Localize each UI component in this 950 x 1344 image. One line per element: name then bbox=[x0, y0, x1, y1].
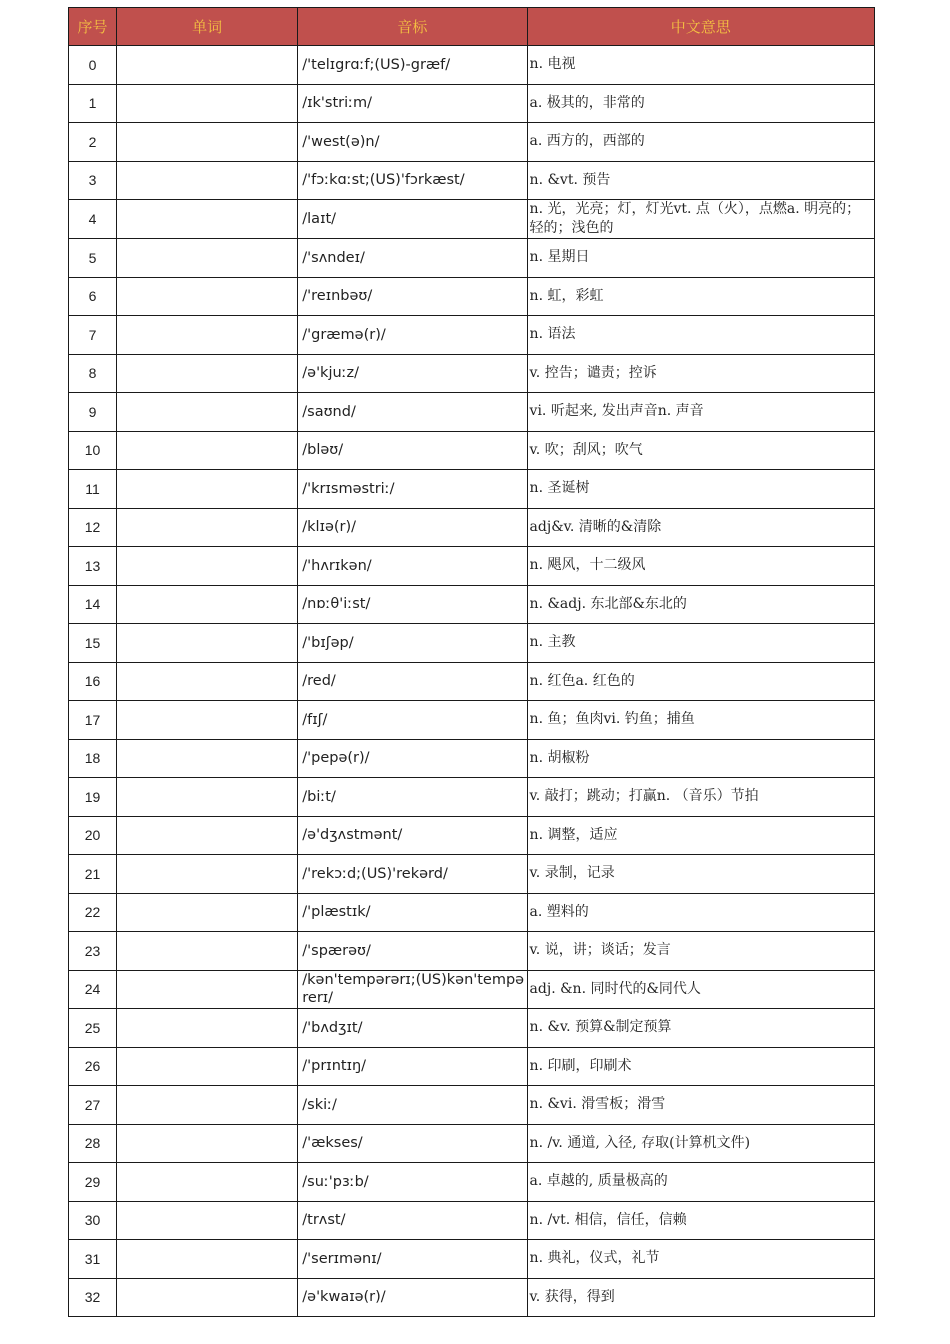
row-index: 26 bbox=[69, 1047, 117, 1086]
row-word bbox=[117, 1240, 298, 1279]
row-phonetic: /'fɔːkɑːst;(US)'fɔrkæst/ bbox=[298, 161, 527, 200]
row-meaning: n. 鱼；鱼肉vi. 钓鱼；捕鱼 bbox=[527, 701, 874, 740]
row-word bbox=[117, 123, 298, 162]
table-row bbox=[69, 547, 875, 586]
row-word bbox=[117, 277, 298, 316]
table-row bbox=[69, 701, 875, 740]
row-meaning: n. &adj. 东北部&东北的 bbox=[527, 585, 874, 624]
table-row bbox=[69, 778, 875, 817]
table-row bbox=[69, 1124, 875, 1163]
row-index: 9 bbox=[69, 393, 117, 432]
table-row bbox=[69, 239, 875, 278]
row-index: 27 bbox=[69, 1086, 117, 1125]
row-word bbox=[117, 508, 298, 547]
table-row bbox=[69, 316, 875, 355]
row-word bbox=[117, 970, 298, 1009]
table-row bbox=[69, 932, 875, 971]
row-word bbox=[117, 200, 298, 239]
row-meaning: v. 说，讲；谈话；发言 bbox=[527, 932, 874, 971]
header-row bbox=[69, 8, 875, 46]
row-meaning: n. &vi. 滑雪板；滑雪 bbox=[527, 1086, 874, 1125]
table-row bbox=[69, 855, 875, 894]
row-phonetic: /skiː/ bbox=[298, 1086, 527, 1125]
table-header bbox=[69, 8, 875, 46]
row-meaning: n. 星期日 bbox=[527, 239, 874, 278]
row-phonetic: /'ækses/ bbox=[298, 1124, 527, 1163]
row-index: 1 bbox=[69, 84, 117, 123]
row-word bbox=[117, 855, 298, 894]
row-index: 30 bbox=[69, 1201, 117, 1240]
row-index: 4 bbox=[69, 200, 117, 239]
row-meaning: n. 光，光亮；灯，灯光vt. 点（火），点燃a. 明亮的；轻的；浅色的 bbox=[527, 200, 874, 239]
row-phonetic: /'bɪʃəp/ bbox=[298, 624, 527, 663]
row-word bbox=[117, 316, 298, 355]
row-phonetic: /saʊnd/ bbox=[298, 393, 527, 432]
row-phonetic: /kən'tempərərɪ;(US)kən'tempərerɪ/ bbox=[298, 970, 527, 1009]
row-meaning: n. 典礼，仪式，礼节 bbox=[527, 1240, 874, 1279]
row-word bbox=[117, 470, 298, 509]
table-row bbox=[69, 277, 875, 316]
header-index: 序号 bbox=[69, 8, 117, 46]
row-word bbox=[117, 1163, 298, 1202]
row-index: 31 bbox=[69, 1240, 117, 1279]
row-word bbox=[117, 46, 298, 85]
row-index: 20 bbox=[69, 816, 117, 855]
row-meaning: n. /vt. 相信，信任，信赖 bbox=[527, 1201, 874, 1240]
row-index: 16 bbox=[69, 662, 117, 701]
table-row bbox=[69, 354, 875, 393]
row-index: 7 bbox=[69, 316, 117, 355]
table-row bbox=[69, 431, 875, 470]
row-phonetic: /fɪʃ/ bbox=[298, 701, 527, 740]
row-meaning: n. 飓风，十二级风 bbox=[527, 547, 874, 586]
table-row bbox=[69, 624, 875, 663]
row-phonetic: /'sʌndeɪ/ bbox=[298, 239, 527, 278]
row-phonetic: /klɪə(r)/ bbox=[298, 508, 527, 547]
table-row bbox=[69, 393, 875, 432]
row-meaning: n. 电视 bbox=[527, 46, 874, 85]
row-index: 13 bbox=[69, 547, 117, 586]
row-word bbox=[117, 1201, 298, 1240]
row-meaning: n. &vt. 预告 bbox=[527, 161, 874, 200]
row-phonetic: /'spærəʊ/ bbox=[298, 932, 527, 971]
table-row bbox=[69, 662, 875, 701]
row-meaning: a. 塑料的 bbox=[527, 893, 874, 932]
row-word bbox=[117, 1124, 298, 1163]
header-phonetic: 音标 bbox=[298, 8, 527, 46]
row-word bbox=[117, 893, 298, 932]
row-index: 6 bbox=[69, 277, 117, 316]
row-meaning: v. 控告；谴责；控诉 bbox=[527, 354, 874, 393]
row-phonetic: /'reɪnbəʊ/ bbox=[298, 277, 527, 316]
table-body bbox=[69, 46, 875, 1317]
row-index: 15 bbox=[69, 624, 117, 663]
row-word bbox=[117, 1086, 298, 1125]
row-phonetic: /'rekɔːd;(US)'rekərd/ bbox=[298, 855, 527, 894]
row-word bbox=[117, 161, 298, 200]
row-index: 12 bbox=[69, 508, 117, 547]
row-word bbox=[117, 431, 298, 470]
row-index: 3 bbox=[69, 161, 117, 200]
table-row bbox=[69, 1086, 875, 1125]
header-word: 单词 bbox=[117, 8, 298, 46]
row-word bbox=[117, 739, 298, 778]
row-word bbox=[117, 701, 298, 740]
row-word bbox=[117, 932, 298, 971]
table-row bbox=[69, 1047, 875, 1086]
table-row bbox=[69, 123, 875, 162]
row-phonetic: /ə'kwaɪə(r)/ bbox=[298, 1278, 527, 1317]
row-meaning: n. 圣诞树 bbox=[527, 470, 874, 509]
row-phonetic: /laɪt/ bbox=[298, 200, 527, 239]
header-meaning: 中文意思 bbox=[527, 8, 874, 46]
row-meaning: n. 印刷，印刷术 bbox=[527, 1047, 874, 1086]
table-row bbox=[69, 200, 875, 239]
row-phonetic: /suː'pɜːb/ bbox=[298, 1163, 527, 1202]
row-phonetic: /'krɪsməstriː/ bbox=[298, 470, 527, 509]
row-index: 0 bbox=[69, 46, 117, 85]
row-phonetic: /bləʊ/ bbox=[298, 431, 527, 470]
row-word bbox=[117, 547, 298, 586]
table-row bbox=[69, 585, 875, 624]
row-phonetic: /'hʌrɪkən/ bbox=[298, 547, 527, 586]
row-word bbox=[117, 1047, 298, 1086]
row-meaning: v. 吹；刮风；吹气 bbox=[527, 431, 874, 470]
row-index: 11 bbox=[69, 470, 117, 509]
row-meaning: n. /v. 通道, 入径, 存取(计算机文件) bbox=[527, 1124, 874, 1163]
row-phonetic: /'serɪmənɪ/ bbox=[298, 1240, 527, 1279]
row-meaning: n. 胡椒粉 bbox=[527, 739, 874, 778]
row-index: 21 bbox=[69, 855, 117, 894]
table-row bbox=[69, 739, 875, 778]
row-meaning: v. 获得，得到 bbox=[527, 1278, 874, 1317]
row-phonetic: /ɪk'striːm/ bbox=[298, 84, 527, 123]
table-row bbox=[69, 816, 875, 855]
row-phonetic: /trʌst/ bbox=[298, 1201, 527, 1240]
table-row bbox=[69, 1163, 875, 1202]
row-phonetic: /biːt/ bbox=[298, 778, 527, 817]
row-phonetic: /nɒːθ'iːst/ bbox=[298, 585, 527, 624]
row-index: 8 bbox=[69, 354, 117, 393]
row-word bbox=[117, 816, 298, 855]
row-meaning: n. 调整，适应 bbox=[527, 816, 874, 855]
table-row bbox=[69, 1240, 875, 1279]
row-meaning: a. 西方的，西部的 bbox=[527, 123, 874, 162]
row-meaning: n. 红色a. 红色的 bbox=[527, 662, 874, 701]
row-meaning: n. &v. 预算&制定预算 bbox=[527, 1009, 874, 1048]
row-phonetic: /'græmə(r)/ bbox=[298, 316, 527, 355]
row-meaning: a. 极其的，非常的 bbox=[527, 84, 874, 123]
table-row bbox=[69, 161, 875, 200]
table-row bbox=[69, 46, 875, 85]
row-phonetic: /'bʌdʒɪt/ bbox=[298, 1009, 527, 1048]
row-word bbox=[117, 84, 298, 123]
table-row bbox=[69, 970, 875, 1009]
row-index: 14 bbox=[69, 585, 117, 624]
row-index: 19 bbox=[69, 778, 117, 817]
row-word bbox=[117, 354, 298, 393]
table-row bbox=[69, 470, 875, 509]
row-index: 10 bbox=[69, 431, 117, 470]
row-index: 17 bbox=[69, 701, 117, 740]
row-word bbox=[117, 1278, 298, 1317]
table-row bbox=[69, 84, 875, 123]
row-meaning: adj. &n. 同时代的&同代人 bbox=[527, 970, 874, 1009]
row-index: 28 bbox=[69, 1124, 117, 1163]
row-index: 5 bbox=[69, 239, 117, 278]
table-row bbox=[69, 1201, 875, 1240]
row-meaning: a. 卓越的, 质量极高的 bbox=[527, 1163, 874, 1202]
row-phonetic: /ə'kjuːz/ bbox=[298, 354, 527, 393]
row-index: 2 bbox=[69, 123, 117, 162]
row-word bbox=[117, 778, 298, 817]
row-word bbox=[117, 239, 298, 278]
row-index: 32 bbox=[69, 1278, 117, 1317]
row-index: 18 bbox=[69, 739, 117, 778]
row-meaning: vi. 听起来, 发出声音n. 声音 bbox=[527, 393, 874, 432]
row-phonetic: /'prɪntɪŋ/ bbox=[298, 1047, 527, 1086]
row-phonetic: /'pepə(r)/ bbox=[298, 739, 527, 778]
row-index: 29 bbox=[69, 1163, 117, 1202]
row-word bbox=[117, 662, 298, 701]
row-word bbox=[117, 1009, 298, 1048]
row-word bbox=[117, 393, 298, 432]
vocabulary-table bbox=[68, 7, 875, 1317]
row-phonetic: /'west(ə)n/ bbox=[298, 123, 527, 162]
row-meaning: v. 录制，记录 bbox=[527, 855, 874, 894]
table-row bbox=[69, 508, 875, 547]
row-phonetic: /red/ bbox=[298, 662, 527, 701]
row-meaning: v. 敲打；跳动；打赢n. （音乐）节拍 bbox=[527, 778, 874, 817]
table-row bbox=[69, 1009, 875, 1048]
row-index: 25 bbox=[69, 1009, 117, 1048]
row-word bbox=[117, 585, 298, 624]
row-meaning: adj&v. 清晰的&清除 bbox=[527, 508, 874, 547]
row-index: 24 bbox=[69, 970, 117, 1009]
row-meaning: n. 语法 bbox=[527, 316, 874, 355]
row-meaning: n. 虹，彩虹 bbox=[527, 277, 874, 316]
row-index: 23 bbox=[69, 932, 117, 971]
table-row bbox=[69, 1278, 875, 1317]
row-index: 22 bbox=[69, 893, 117, 932]
table-row bbox=[69, 893, 875, 932]
row-meaning: n. 主教 bbox=[527, 624, 874, 663]
row-phonetic: /'telɪgrɑːf;(US)-græf/ bbox=[298, 46, 527, 85]
row-phonetic: /'plæstɪk/ bbox=[298, 893, 527, 932]
row-word bbox=[117, 624, 298, 663]
row-phonetic: /ə'dʒʌstmənt/ bbox=[298, 816, 527, 855]
